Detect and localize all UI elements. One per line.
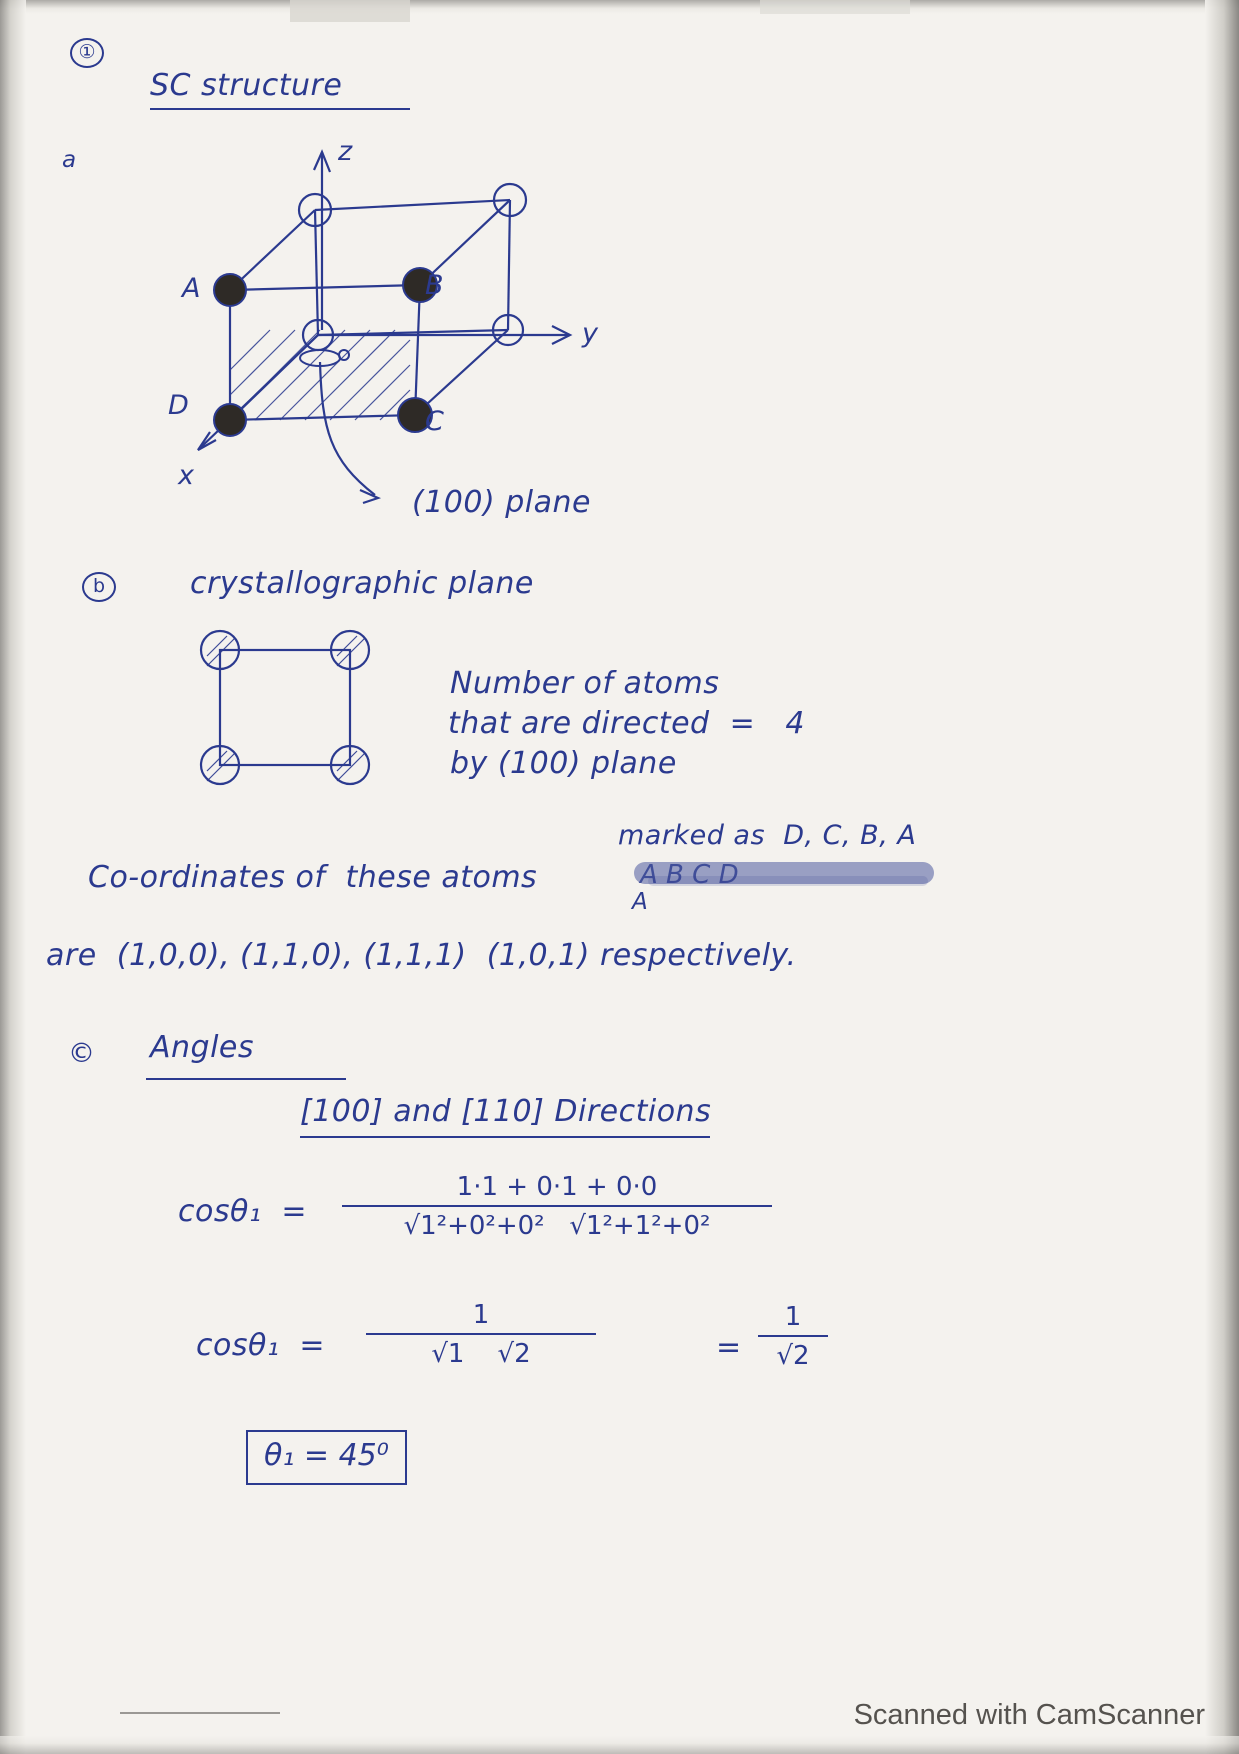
equation-2-denominator: √1 √2: [431, 1339, 531, 1369]
page-edge-left: [0, 0, 26, 1754]
equation-1-lhs: cosθ₁ =: [178, 1194, 308, 1229]
camscanner-watermark: Scanned with CamScanner: [853, 1699, 1205, 1731]
equation-1-fraction-bar: [342, 1205, 772, 1207]
page-edge-right: [1205, 0, 1239, 1754]
page-edge-bottom: [0, 1736, 1239, 1754]
strikeout-blob-secondary: [648, 876, 928, 886]
note-line-2: that are directed = 4: [448, 706, 805, 741]
coordinate-line-1: Co-ordinates of these atoms: [88, 860, 538, 895]
section-b-title: crystallographic plane: [190, 566, 534, 601]
section-b-marker: b: [82, 572, 116, 602]
page-edge-top: [0, 0, 1239, 14]
tape-strip: [290, 0, 410, 22]
equation-1-denominator: √1²+0²+0² √1²+1²+0²: [403, 1211, 711, 1241]
section-c-title-underline: [146, 1078, 346, 1080]
equation-2-equals: =: [716, 1330, 742, 1365]
equation-1-numerator: 1·1 + 0·1 + 0·0: [456, 1172, 658, 1202]
equation-2-fraction-bar: [366, 1333, 596, 1335]
tape-strip-secondary: [760, 0, 910, 14]
axis-label-y: y: [582, 318, 599, 349]
section-a-sub-marker: a: [62, 147, 77, 173]
square-plane-four-atoms-diagram: [195, 620, 405, 800]
coordinate-line-2: are (1,0,0), (1,1,0), (1,1,1) (1,0,1) respectively.: [46, 938, 797, 973]
struck-text: A B C D: [640, 860, 739, 890]
section-c-marker: ©: [68, 1038, 96, 1069]
atom-label-b: B: [425, 270, 445, 301]
final-answer-box: θ₁ = 45⁰: [246, 1430, 407, 1485]
struck-note-a: A: [632, 889, 649, 915]
footer-rule: [120, 1712, 280, 1714]
equation-1-fraction: [342, 1172, 772, 1241]
section-a-marker: ①: [70, 38, 104, 68]
note-line-3: by (100) plane: [450, 746, 677, 781]
plane-callout-label: (100) plane: [412, 485, 591, 520]
equation-2-result-fraction-bar: [758, 1335, 828, 1337]
section-a-title: SC structure: [150, 68, 343, 103]
atom-label-c: C: [425, 406, 445, 437]
equation-2-result-fraction: [758, 1302, 828, 1371]
equation-2-result-numerator: 1: [784, 1302, 802, 1332]
equation-2-result-denominator: √2: [776, 1341, 810, 1371]
section-c-subtitle: [100] and [110] Directions: [300, 1094, 712, 1129]
section-c-title: Angles: [150, 1030, 255, 1065]
axis-label-x: x: [178, 460, 195, 491]
atom-label-a: A: [182, 273, 201, 304]
axis-label-z: z: [338, 136, 353, 167]
note-line-4: marked as D, C, B, A: [618, 820, 917, 851]
section-a-title-underline: [150, 108, 410, 110]
note-line-1: Number of atoms: [450, 666, 720, 701]
subtitle-underline: [300, 1136, 710, 1138]
equation-2-fraction: [366, 1300, 596, 1369]
atom-label-d: D: [168, 390, 190, 421]
simple-cubic-unit-cell-diagram: [170, 130, 620, 530]
equation-2-lhs: cosθ₁ =: [196, 1328, 326, 1363]
equation-2-numerator: 1: [472, 1300, 490, 1330]
